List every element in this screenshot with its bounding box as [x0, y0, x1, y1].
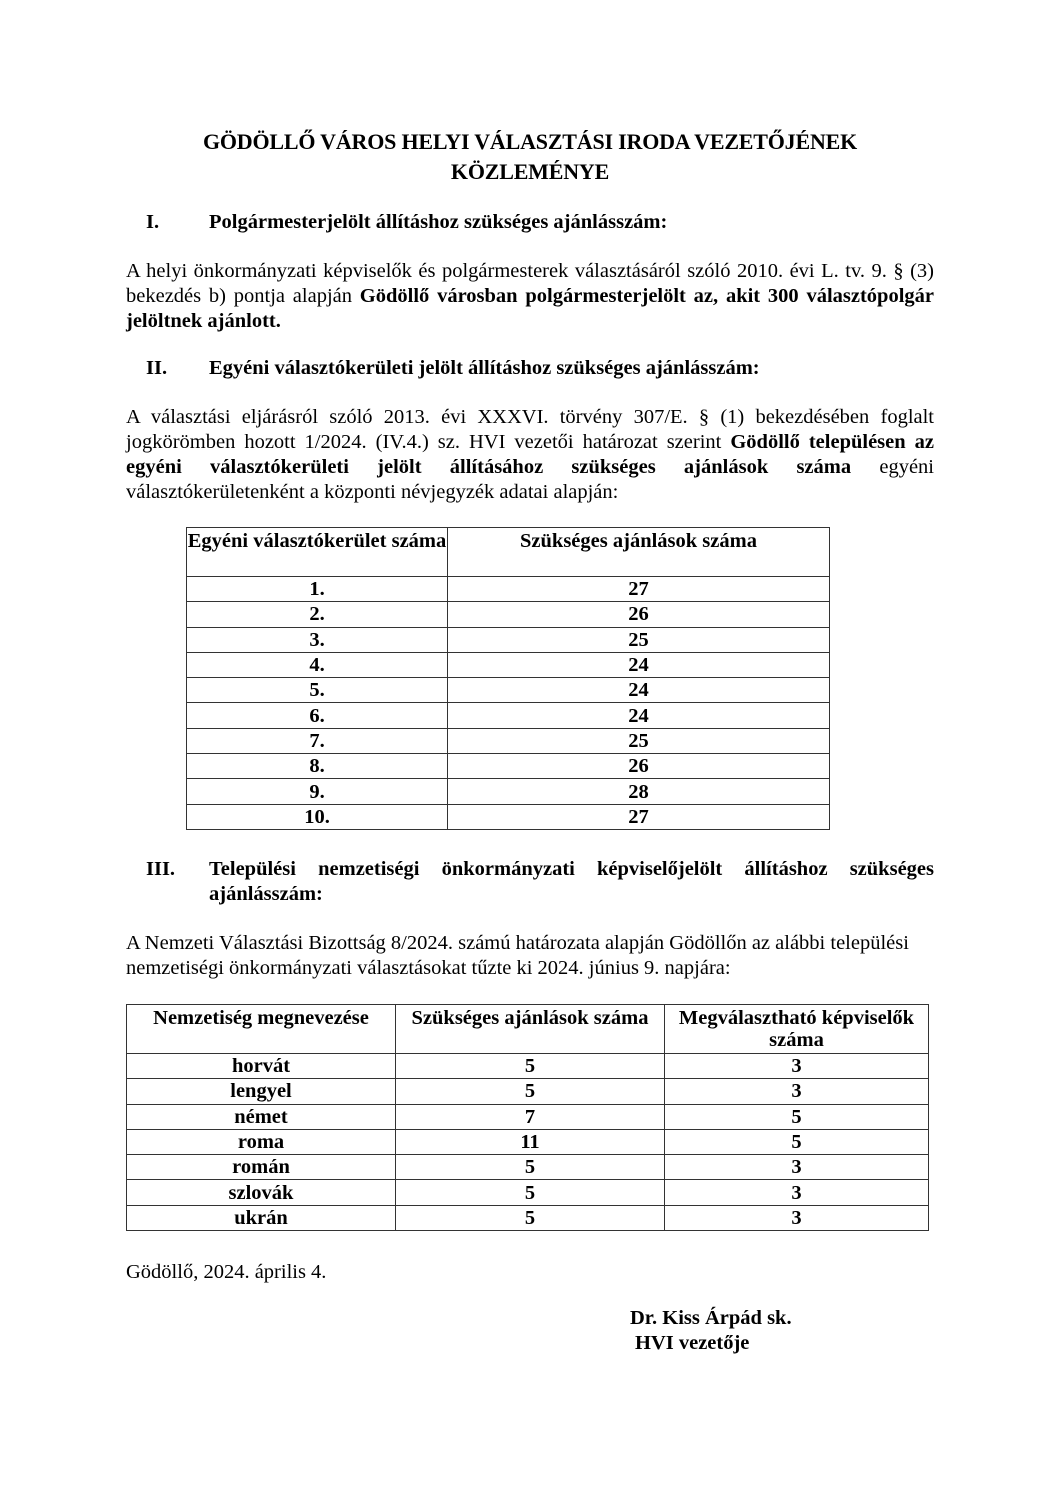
cell-district: 4. — [187, 652, 448, 677]
section-2-number: II. — [146, 357, 168, 379]
header-required: Szükséges ajánlások száma — [396, 1005, 665, 1054]
cell-district: 8. — [187, 754, 448, 779]
cell-district: 2. — [187, 602, 448, 627]
table-row — [127, 1104, 929, 1129]
cell-nationality: román — [127, 1155, 396, 1180]
table-header-row — [187, 528, 830, 577]
title-line-2: KÖZLEMÉNYE — [450, 159, 610, 184]
cell-nationality: roma — [127, 1129, 396, 1154]
cell-required: 28 — [448, 779, 830, 804]
cell-required: 5 — [396, 1079, 665, 1104]
district-table — [186, 527, 830, 830]
table-row — [127, 1079, 929, 1104]
cell-required: 27 — [448, 804, 830, 829]
table-row — [187, 602, 830, 627]
section-1-text: A helyi önkormányzati képviselők és polgármesterek választásáról szóló 2010. évi L. tv. 9. § (3) bekezdés b) pontja alapján — [126, 260, 934, 307]
table-row — [127, 1129, 929, 1154]
cell-required: 7 — [396, 1104, 665, 1129]
cell-representatives: 5 — [665, 1129, 929, 1154]
signature-name: Dr. Kiss Árpád sk. — [630, 1307, 792, 1329]
section-2-text-2: egyéni választókerületenként a központi névjegyzék adatai alapján: — [126, 456, 934, 503]
header-required: Szükséges ajánlások száma — [448, 528, 830, 577]
cell-required: 5 — [396, 1180, 665, 1205]
header-representatives: Megválasztható képviselők száma — [665, 1005, 929, 1054]
cell-nationality: szlovák — [127, 1180, 396, 1205]
cell-required: 24 — [448, 678, 830, 703]
table-row — [127, 1205, 929, 1230]
section-1-number: I. — [146, 211, 160, 233]
table-row — [187, 678, 830, 703]
table-row — [127, 1155, 929, 1180]
cell-nationality: horvát — [127, 1054, 396, 1079]
header-nationality: Nemzetiség megnevezése — [127, 1005, 396, 1054]
cell-representatives: 3 — [665, 1155, 929, 1180]
section-2-title: Egyéni választókerületi jelölt állításhoz szükséges ajánlásszám: — [209, 357, 760, 379]
table-row — [187, 754, 830, 779]
section-1-bold-text: Gödöllő városban polgármesterjelölt az, akit 300 választópolgár jelöltnek ajánlott. — [126, 285, 934, 332]
cell-district: 3. — [187, 627, 448, 652]
cell-district: 6. — [187, 703, 448, 728]
cell-nationality: lengyel — [127, 1079, 396, 1104]
table-row — [187, 779, 830, 804]
cell-district: 10. — [187, 804, 448, 829]
cell-district: 1. — [187, 577, 448, 602]
table-row — [127, 1180, 929, 1205]
cell-nationality: német — [127, 1104, 396, 1129]
cell-district: 5. — [187, 678, 448, 703]
section-1-title: Polgármesterjelölt állításhoz szükséges ajánlásszám: — [209, 211, 668, 233]
section-3-heading — [146, 857, 934, 907]
section-2-paragraph — [126, 405, 934, 505]
table-row — [187, 652, 830, 677]
table-row — [187, 728, 830, 753]
cell-required: 24 — [448, 703, 830, 728]
cell-district: 7. — [187, 728, 448, 753]
section-3-number: III. — [146, 858, 176, 880]
nationality-table — [126, 1004, 929, 1231]
cell-representatives: 3 — [665, 1054, 929, 1079]
table-row — [187, 577, 830, 602]
table-header-row — [127, 1005, 929, 1054]
cell-representatives: 3 — [665, 1180, 929, 1205]
cell-representatives: 3 — [665, 1079, 929, 1104]
signature-role: HVI vezetője — [635, 1332, 750, 1354]
cell-required: 26 — [448, 602, 830, 627]
place-date: Gödöllő, 2024. április 4. — [126, 1261, 327, 1283]
cell-required: 25 — [448, 627, 830, 652]
section-1-paragraph — [126, 259, 934, 334]
table-row — [187, 627, 830, 652]
cell-required: 26 — [448, 754, 830, 779]
cell-representatives: 3 — [665, 1205, 929, 1230]
signature-block — [630, 1306, 792, 1356]
cell-required: 24 — [448, 652, 830, 677]
cell-required: 27 — [448, 577, 830, 602]
section-1-heading — [146, 210, 934, 235]
section-2-text-1: A választási eljárásról szóló 2013. évi XXXVI. törvény 307/E. § (1) bekezdésében foglalt jogkörömben hozott 1/2024. (IV.4.) sz. HVI vezetői határozat szerint — [126, 406, 934, 453]
cell-required: 11 — [396, 1129, 665, 1154]
cell-required: 5 — [396, 1054, 665, 1079]
cell-required: 5 — [396, 1205, 665, 1230]
cell-nationality: ukrán — [127, 1205, 396, 1230]
cell-district: 9. — [187, 779, 448, 804]
cell-required: 25 — [448, 728, 830, 753]
section-2-heading — [146, 356, 934, 381]
section-3-paragraph: A Nemzeti Választási Bizottság 8/2024. számú határozata alapján Gödöllőn az alábbi települési nemzetiségi önkormányzati választásokat tűzte ki 2024. június 9. napjára: — [126, 932, 909, 979]
header-district: Egyéni választókerület száma — [187, 528, 448, 577]
table-row — [187, 703, 830, 728]
document-title — [120, 127, 940, 187]
cell-required: 5 — [396, 1155, 665, 1180]
section-3-title: Települési nemzetiségi önkormányzati képviselőjelölt állításhoz szükséges ajánlásszám: — [209, 858, 934, 905]
title-line-1: GÖDÖLLŐ VÁROS HELYI VÁLASZTÁSI IRODA VEZETŐJÉNEK — [202, 129, 858, 154]
cell-representatives: 5 — [665, 1104, 929, 1129]
section-2-bold-text: Gödöllő településen az egyéni választókerületi jelölt állításához szükséges ajánlások száma — [126, 431, 934, 478]
table-row — [127, 1054, 929, 1079]
table-row — [187, 804, 830, 829]
